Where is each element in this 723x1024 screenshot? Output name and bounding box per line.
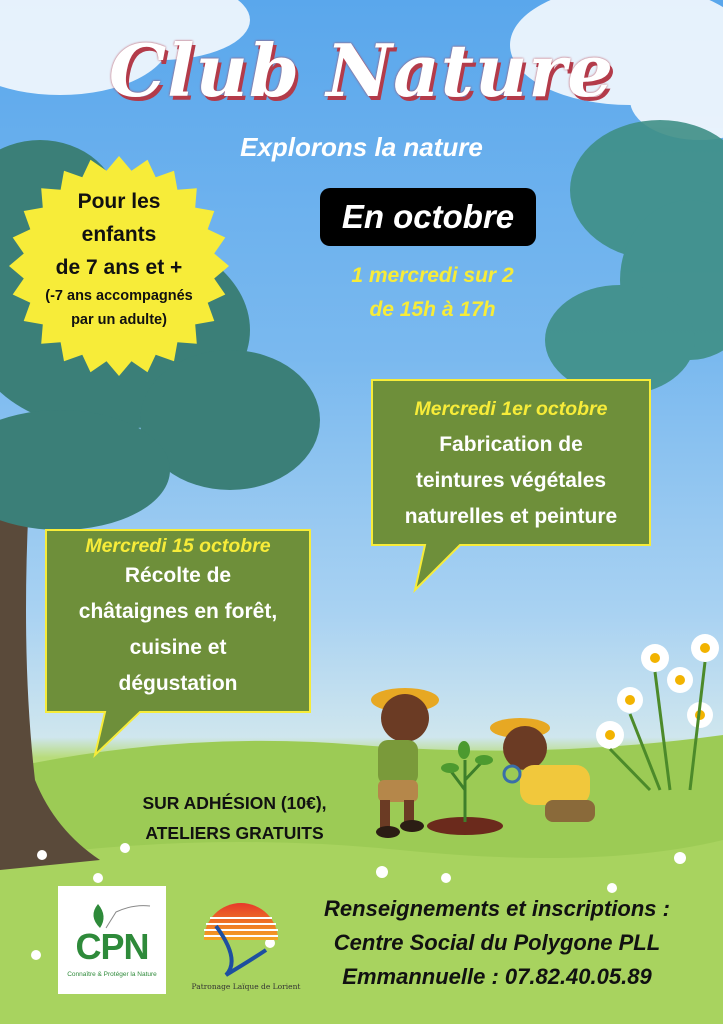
- page-title: Club Nature: [108, 28, 615, 113]
- event-1-date: Mercredi 1er octobre: [414, 398, 608, 420]
- month-badge: En octobre: [320, 188, 536, 246]
- cpn-logo-letters: CPN: [75, 926, 149, 967]
- event-2-date: Mercredi 15 octobre: [85, 535, 271, 557]
- event-2: [46, 535, 310, 702]
- schedule-frequency: 1 mercredi sur 2: [351, 264, 514, 287]
- cpn-logo: [58, 886, 166, 994]
- membership-line-1: SUR ADHÉSION (10€),: [142, 793, 327, 813]
- audience-line-2: enfants: [81, 223, 157, 246]
- event-1-line: Fabrication de: [439, 433, 583, 456]
- audience-line-1: Pour les: [77, 190, 161, 213]
- audience-line-3: de 7 ans et +: [55, 256, 183, 279]
- pll-logo-icon: [196, 890, 286, 980]
- event-2-line: châtaignes en forêt,: [78, 600, 278, 623]
- cpn-logo-tagline: Connaître & Protéger la Nature: [67, 971, 157, 978]
- contact-phone: Emmannuelle : 07.82.40.05.89: [342, 964, 652, 989]
- membership-line-2: ATELIERS GRATUITS: [145, 823, 324, 843]
- subtitle: Explorons la nature: [240, 132, 483, 162]
- membership-info: [112, 788, 357, 848]
- contact-heading: Renseignements et inscriptions :: [324, 896, 670, 921]
- contact-organization: Centre Social du Polygone PLL: [333, 930, 661, 955]
- event-1-line: naturelles et peinture: [404, 505, 618, 528]
- schedule-hours: de 15h à 17h: [369, 298, 496, 321]
- event-2-line: cuisine et: [129, 636, 227, 659]
- event-2-line: dégustation: [118, 672, 238, 695]
- audience-note-2: par un adulte): [71, 312, 167, 328]
- event-1: [372, 398, 650, 535]
- event-1-description: [372, 427, 650, 535]
- pll-logo-caption: Patronage Laïque de Lorient: [191, 982, 301, 991]
- event-2-description: [46, 558, 310, 702]
- event-1-line: teintures végétales: [415, 469, 607, 492]
- audience-text: [8, 185, 230, 332]
- audience-note-1: (-7 ans accompagnés: [45, 288, 193, 304]
- event-2-line: Récolte de: [124, 564, 232, 587]
